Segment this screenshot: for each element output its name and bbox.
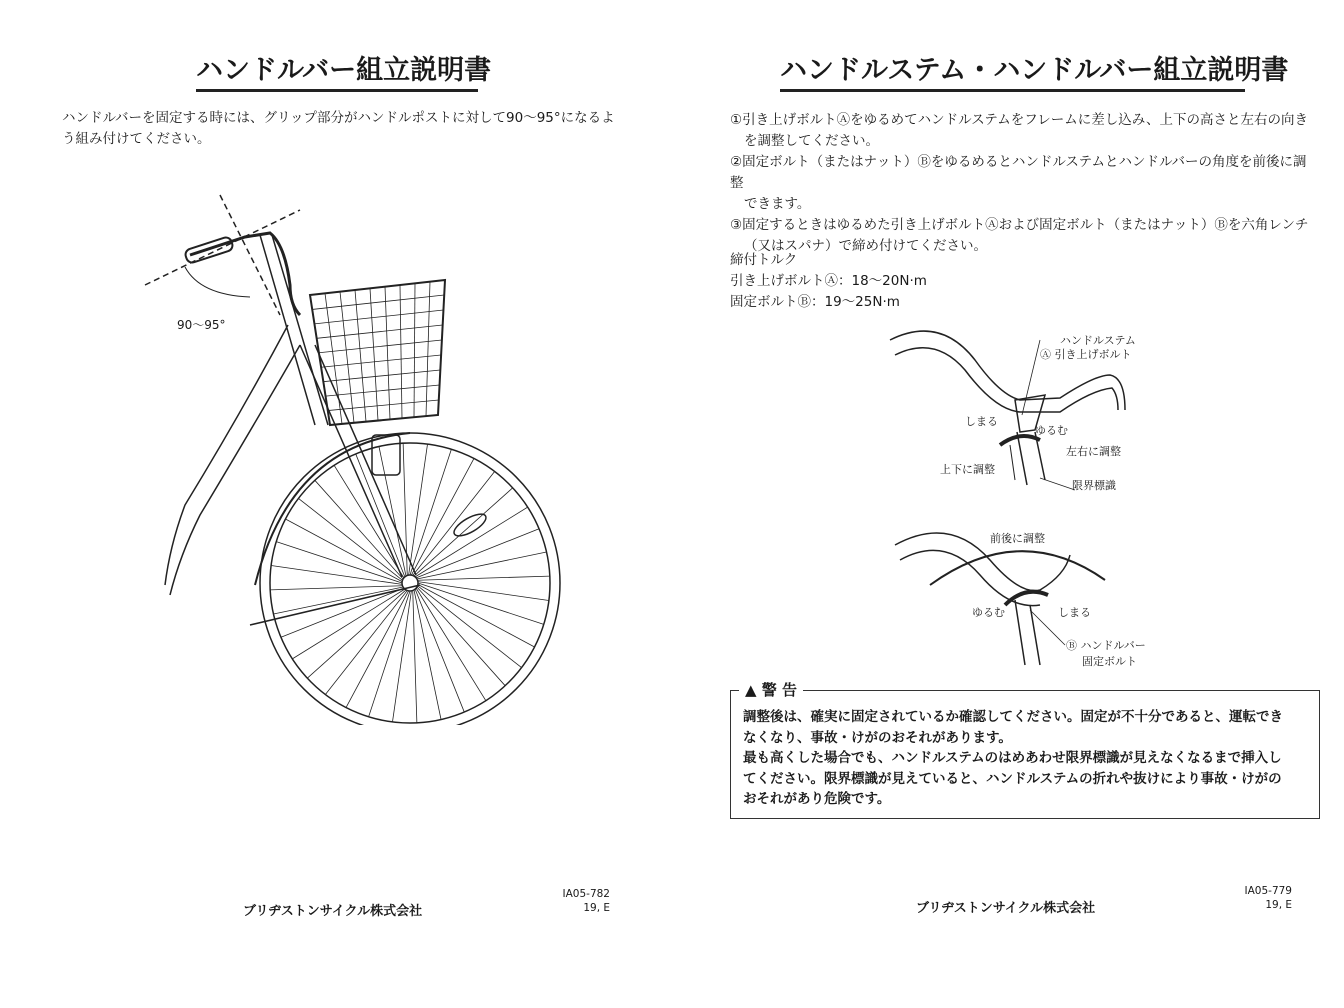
warning-text: なくなり、事故・けがのおそれがあります。	[743, 729, 1012, 746]
doc-code: IA05-779	[1244, 885, 1292, 897]
spoke	[325, 591, 407, 695]
left-company-name: ブリヂストンサイクル株式会社	[243, 904, 423, 919]
torque-heading: 締付トルク	[730, 252, 798, 268]
spoke	[392, 591, 411, 722]
basket-wire	[321, 355, 441, 367]
tighten-label-2: しまる	[1058, 606, 1091, 619]
basket-wire	[370, 288, 378, 420]
warning-text: おそれがあり危険です。	[743, 791, 891, 807]
spoke	[298, 498, 402, 580]
basket-wire	[328, 400, 439, 411]
basket-wire	[426, 282, 430, 416]
front-back-adjust-label: 前後に調整	[990, 532, 1045, 545]
left-doc-code	[540, 887, 610, 915]
torque-bolt-b: 固定ボルトⒷ：19〜25N·m	[730, 294, 900, 310]
doc-code: IA05-782	[562, 888, 610, 900]
spoke	[415, 589, 464, 712]
spoke	[417, 587, 505, 686]
step-2-cont: できます。	[744, 196, 811, 212]
basket-wire	[319, 340, 442, 353]
left-instruction: ハンドルバーを固定する時には、グリップ部分がハンドルポストに対して90〜95°になるよう組み付けてください。	[62, 110, 615, 147]
warning-box	[730, 681, 1320, 819]
warning-text: てください。限界標識が見えていると、ハンドルステムの折れや抜けにより事故・けがの	[743, 770, 1282, 787]
torque-spec	[730, 250, 927, 313]
spoke	[418, 586, 522, 668]
warning-text: 最も高くした場合でも、ハンドルステムのはめあわせ限界標識が見えなくなるまで挿入し	[743, 750, 1282, 766]
doc-revision: 19, E	[1265, 899, 1292, 911]
right-doc-code	[1222, 884, 1292, 912]
step-3-cont: （又はスパナ）で締め付けてください。	[744, 238, 987, 254]
bolt-a-label: Ⓐ 引き上げボルト	[1040, 348, 1132, 361]
warning-heading	[739, 680, 803, 701]
left-right-adjust-label: 左右に調整	[1066, 445, 1121, 458]
spoke	[418, 576, 550, 580]
spoke	[416, 588, 486, 701]
front-wheel	[260, 433, 560, 725]
torque-bolt-a: 引き上げボルトⒶ：18〜20N·m	[730, 273, 927, 289]
basket-wire	[323, 370, 440, 382]
basket-wire	[400, 285, 402, 418]
spoke	[292, 589, 405, 659]
basket-wire	[312, 295, 444, 309]
basket-wire	[355, 290, 366, 422]
left-page-title: ハンドルバー組立説明書	[196, 48, 478, 92]
warning-triangle-icon: ▲	[745, 681, 757, 699]
step-1-cont: を調整してください。	[744, 133, 879, 149]
basket-wire	[385, 287, 390, 420]
bolt-b-label: Ⓑ ハンドルバー	[1066, 639, 1146, 652]
tighten-label: しまる	[965, 415, 998, 428]
step-3: ③固定するときはゆるめた引き上げボルトⒶおよび固定ボルト（またはナット）Ⓑを六角レンチ	[730, 217, 1309, 233]
spoke	[403, 443, 407, 575]
spoke	[418, 582, 549, 601]
right-page-title: ハンドルステム・ハンドルバー組立説明書	[780, 48, 1245, 92]
loosen-label: ゆるむ	[1035, 424, 1068, 437]
limit-mark-label: 限界標識	[1072, 479, 1116, 492]
basket-wire	[414, 283, 415, 417]
adjustment-steps	[730, 110, 1310, 257]
bicycle-front-illustration	[140, 185, 580, 725]
spoke	[356, 454, 405, 577]
step-2: ②固定ボルト（またはナット）Ⓑをゆるめるとハンドルステムとハンドルバーの角度を前後に調整	[730, 154, 1307, 191]
loosen-label-2: ゆるむ	[972, 606, 1005, 619]
spoke	[315, 480, 403, 579]
spoke	[307, 590, 406, 678]
up-down-adjust-label: 上下に調整	[940, 463, 995, 476]
spoke	[409, 444, 428, 575]
bolt-b-label-2: 固定ボルト	[1082, 655, 1137, 668]
spoke	[413, 591, 417, 723]
spoke	[415, 507, 528, 577]
angle-guide-lines	[145, 195, 300, 315]
warning-title: 警 告	[761, 681, 798, 699]
warning-text: 調整後は、確実に固定されているか確認してください。固定が不十分であると、運転でき	[743, 709, 1283, 725]
basket-wire	[317, 325, 443, 338]
step-1: ①引き上げボルトⒶをゆるめてハンドルステムをフレームに差し込み、上下の高さと左右の向き	[730, 112, 1309, 128]
basket-wire	[340, 292, 354, 423]
spoke	[271, 565, 402, 584]
basket-wire	[314, 310, 443, 324]
spoke	[416, 529, 539, 578]
right-company-name: ブリヂストンサイクル株式会社	[916, 901, 1096, 916]
doc-revision: 19, E	[583, 902, 610, 914]
basket-wire	[326, 385, 440, 396]
spoke	[414, 488, 513, 576]
stem-adjustment-diagram	[880, 320, 1180, 670]
angle-label: 90〜95°	[177, 318, 226, 332]
spoke	[270, 586, 402, 590]
spoke	[334, 465, 404, 578]
stem-label: ハンドルステム	[1060, 334, 1136, 347]
